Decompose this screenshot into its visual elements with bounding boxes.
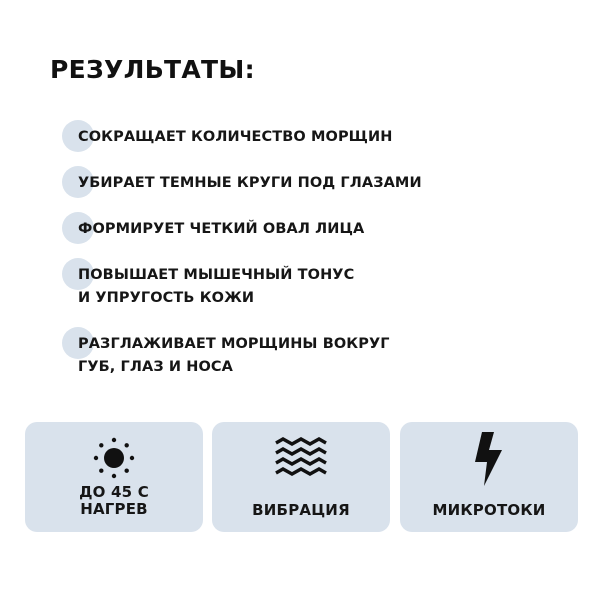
list-item-text xyxy=(78,218,364,241)
list-item-text xyxy=(78,264,354,310)
feature-label xyxy=(79,484,149,518)
list-item-line: ПОВЫШАЕТ МЫШЕЧНЫЙ ТОНУС xyxy=(78,267,355,283)
feature-cards xyxy=(0,422,600,532)
feature-label xyxy=(432,502,545,519)
list-item xyxy=(62,212,365,237)
list-item xyxy=(62,166,422,191)
waves-icon xyxy=(274,436,328,480)
list-item xyxy=(62,258,355,306)
list-item xyxy=(62,120,393,145)
feature-card-microcurrents xyxy=(400,422,578,532)
list-item-line: СОКРАЩАЕТ КОЛИЧЕСТВО МОРЩИН xyxy=(78,129,393,145)
feature-card-vibration xyxy=(212,422,390,532)
feature-label-line: ВИБРАЦИЯ xyxy=(252,501,350,519)
feature-label-line: МИКРОТОКИ xyxy=(432,501,546,519)
lightning-icon xyxy=(472,432,506,486)
list-item xyxy=(62,327,390,375)
list-item-line: И УПРУГОСТЬ КОЖИ xyxy=(78,290,255,306)
list-item-line: РАЗГЛАЖИВАЕТ МОРЩИНЫ ВОКРУГ xyxy=(78,336,390,352)
list-item-line: УБИРАЕТ ТЕМНЫЕ КРУГИ ПОД ГЛАЗАМИ xyxy=(78,175,422,191)
feature-label xyxy=(252,502,350,519)
page-title: РЕЗУЛЬТАТЫ: xyxy=(50,55,255,84)
list-item-text xyxy=(78,172,422,195)
list-item-text xyxy=(78,333,390,379)
list-item-line: ФОРМИРУЕТ ЧЕТКИЙ ОВАЛ ЛИЦА xyxy=(78,221,365,237)
feature-label-line: НАГРЕВ xyxy=(80,500,148,518)
sun-icon xyxy=(92,436,136,480)
list-item-text xyxy=(78,126,392,149)
feature-card-heating xyxy=(25,422,203,532)
feature-label-line: ДО 45 С xyxy=(79,483,149,501)
list-item-line: ГУБ, ГЛАЗ И НОСА xyxy=(78,359,233,375)
